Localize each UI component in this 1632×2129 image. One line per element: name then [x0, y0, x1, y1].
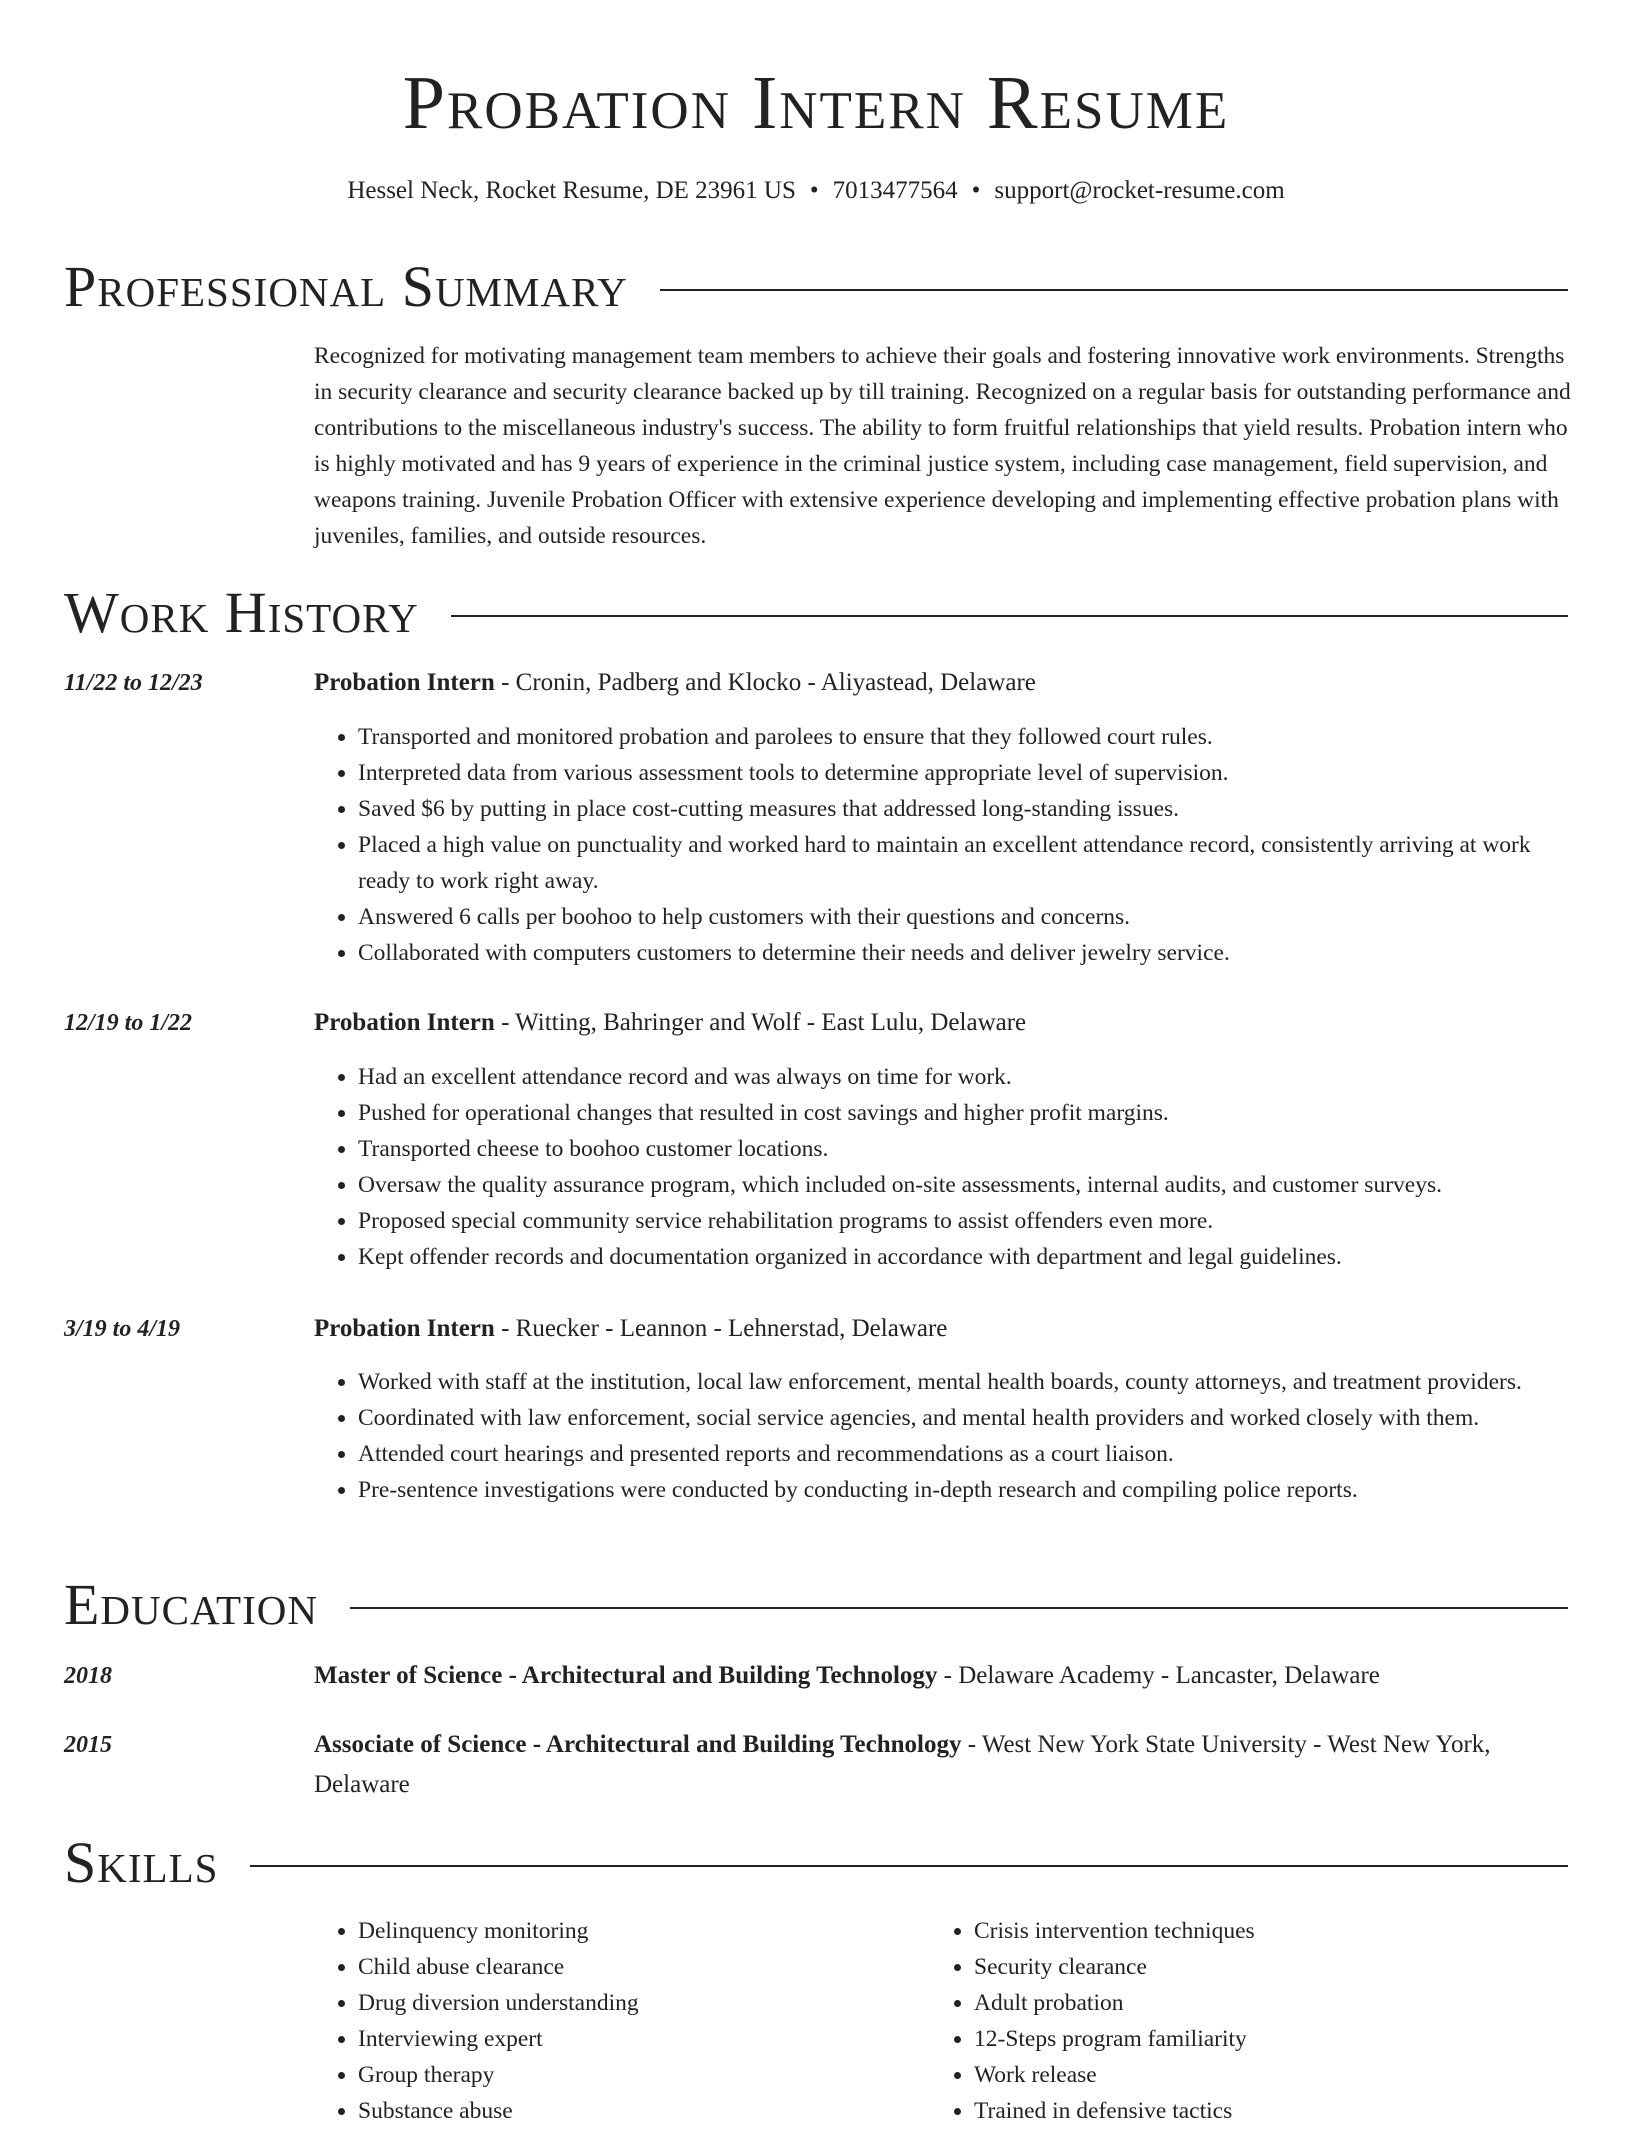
- job-bullet: • Kept offender records and documentation organized in accordance with department and legal guidelines.: [358, 1239, 1574, 1275]
- section-divider: [660, 289, 1568, 291]
- job-bullet: • Had an excellent attendance record and was always on time for work.: [358, 1059, 1574, 1095]
- job-heading: [314, 1309, 1574, 1349]
- education-school: - West New York State University - West New York, Delaware: [314, 1731, 1491, 1798]
- job-employer: - Ruecker - Leannon - Lehnerstad, Delaware: [494, 1315, 948, 1342]
- contact-phone: 7013477564: [832, 177, 958, 204]
- skill-item: • Delinquency monitoring: [358, 1913, 874, 1949]
- skill-item: • Drug diversion understanding: [358, 1985, 874, 2021]
- job-bullet: • Answered 6 calls per boohoo to help customers with their questions and concerns.: [358, 899, 1574, 935]
- job-bullet: • Coordinated with law enforcement, social service agencies, and mental health providers and worked closely with them.: [358, 1400, 1574, 1436]
- contact-separator: •: [809, 177, 819, 204]
- section-divider: [350, 1607, 1568, 1609]
- job-heading: [314, 663, 1574, 703]
- section-title-summary: Professional Summary: [64, 254, 628, 319]
- job-bullet: • Placed a high value on punctuality and worked hard to maintain an excellent attendance record, consistently arriving at work ready to work right away.: [358, 827, 1574, 899]
- contact-separator: •: [971, 177, 981, 204]
- job-bullets: [314, 719, 1574, 971]
- education-year: 2018: [64, 1663, 112, 1689]
- job-bullet: • Transported and monitored probation and parolees to ensure that they followed court rules.: [358, 719, 1574, 755]
- education-entry: [314, 1725, 1574, 1805]
- education-degree: Associate of Science - Architectural and Building Technology: [314, 1731, 962, 1758]
- job-bullet: • Collaborated with computers customers to determine their needs and deliver jewelry service.: [358, 935, 1574, 971]
- job-bullet: • Interpreted data from various assessment tools to determine appropriate level of supervision.: [358, 755, 1574, 791]
- job-dates: 3/19 to 4/19: [64, 1316, 181, 1342]
- job-role: Probation Intern: [314, 1009, 495, 1036]
- skill-item: • Interviewing expert: [358, 2021, 874, 2057]
- skill-item: • Security clearance: [974, 1949, 1490, 1985]
- section-title-skills: Skills: [64, 1830, 219, 1895]
- job-role: Probation Intern: [314, 1315, 495, 1342]
- section-divider: [250, 1865, 1568, 1867]
- education-school: - Delaware Academy - Lancaster, Delaware: [937, 1662, 1380, 1689]
- section-header-work: [64, 580, 1568, 646]
- job-employer: - Witting, Bahringer and Wolf - East Lulu, Delaware: [494, 1009, 1027, 1036]
- job-bullet: • Worked with staff at the institution, local law enforcement, mental health boards, county attorneys, and treatment providers.: [358, 1364, 1574, 1400]
- skill-item: • Substance abuse: [358, 2093, 874, 2129]
- skill-item: • 12-Steps program familiarity: [974, 2021, 1490, 2057]
- skill-item: • Child abuse clearance: [358, 1949, 874, 1985]
- job-bullet: • Pre-sentence investigations were conducted by conducting in-depth research and compiling police reports.: [358, 1472, 1574, 1508]
- section-title-education: Education: [64, 1572, 318, 1637]
- education-degree: Master of Science - Architectural and Building Technology: [314, 1662, 938, 1689]
- job-bullet: • Transported cheese to boohoo customer locations.: [358, 1131, 1574, 1167]
- skill-item: • Adult probation: [974, 1985, 1490, 2021]
- job-dates: 12/19 to 1/22: [64, 1010, 193, 1036]
- section-title-work: Work History: [64, 580, 419, 645]
- education-year: 2015: [64, 1732, 112, 1758]
- skills-list-left: [314, 1913, 874, 2129]
- job-heading: [314, 1003, 1574, 1043]
- section-header-summary: [64, 254, 1568, 320]
- summary-paragraph: Recognized for motivating management team members to achieve their goals and fostering innovative work environments. Strengths in security clearance and security clearance backed up by till training. Recognized on a regular basis for outstanding performance and contributions to the miscellaneous industry's success. The ability to form fruitful relationships that yield results. Probation intern who is highly motivated and has 9 years of experience in the criminal justice system, including case management, field supervision, and weapons training. Juvenile Probation Officer with extensive experience developing and implementing effective probation plans with juveniles, families, and outside resources.: [314, 343, 1571, 549]
- education-entry: [314, 1656, 1574, 1696]
- job-bullets: [314, 1364, 1574, 1508]
- job-bullet: • Proposed special community service rehabilitation programs to assist offenders even more.: [358, 1203, 1574, 1239]
- skill-item: • Work release: [974, 2057, 1490, 2093]
- job-employer: - Cronin, Padberg and Klocko - Aliyastead, Delaware: [494, 669, 1036, 696]
- job-bullet: • Attended court hearings and presented reports and recommendations as a court liaison.: [358, 1436, 1574, 1472]
- skill-item: • Trained in defensive tactics: [974, 2093, 1490, 2129]
- skill-item: • Group therapy: [358, 2057, 874, 2093]
- skills-list-right: [930, 1913, 1490, 2129]
- contact-email: support@rocket-resume.com: [994, 177, 1285, 204]
- job-dates: 11/22 to 12/23: [64, 670, 203, 696]
- job-bullet: • Saved $6 by putting in place cost-cutting measures that addressed long-standing issues.: [358, 791, 1574, 827]
- job-role: Probation Intern: [314, 669, 495, 696]
- resume-title: Probation Intern Resume: [402, 61, 1230, 145]
- job-bullet: • Pushed for operational changes that resulted in cost savings and higher profit margins.: [358, 1095, 1574, 1131]
- section-header-skills: [64, 1830, 1568, 1896]
- contact-line: [0, 174, 1632, 208]
- contact-address: Hessel Neck, Rocket Resume, DE 23961 US: [347, 177, 796, 204]
- section-divider: [451, 615, 1568, 617]
- skill-item: • Crisis intervention techniques: [974, 1913, 1490, 1949]
- job-bullet: • Oversaw the quality assurance program, which included on-site assessments, internal audits, and customer surveys.: [358, 1167, 1574, 1203]
- job-bullets: [314, 1059, 1574, 1275]
- section-header-education: [64, 1572, 1568, 1638]
